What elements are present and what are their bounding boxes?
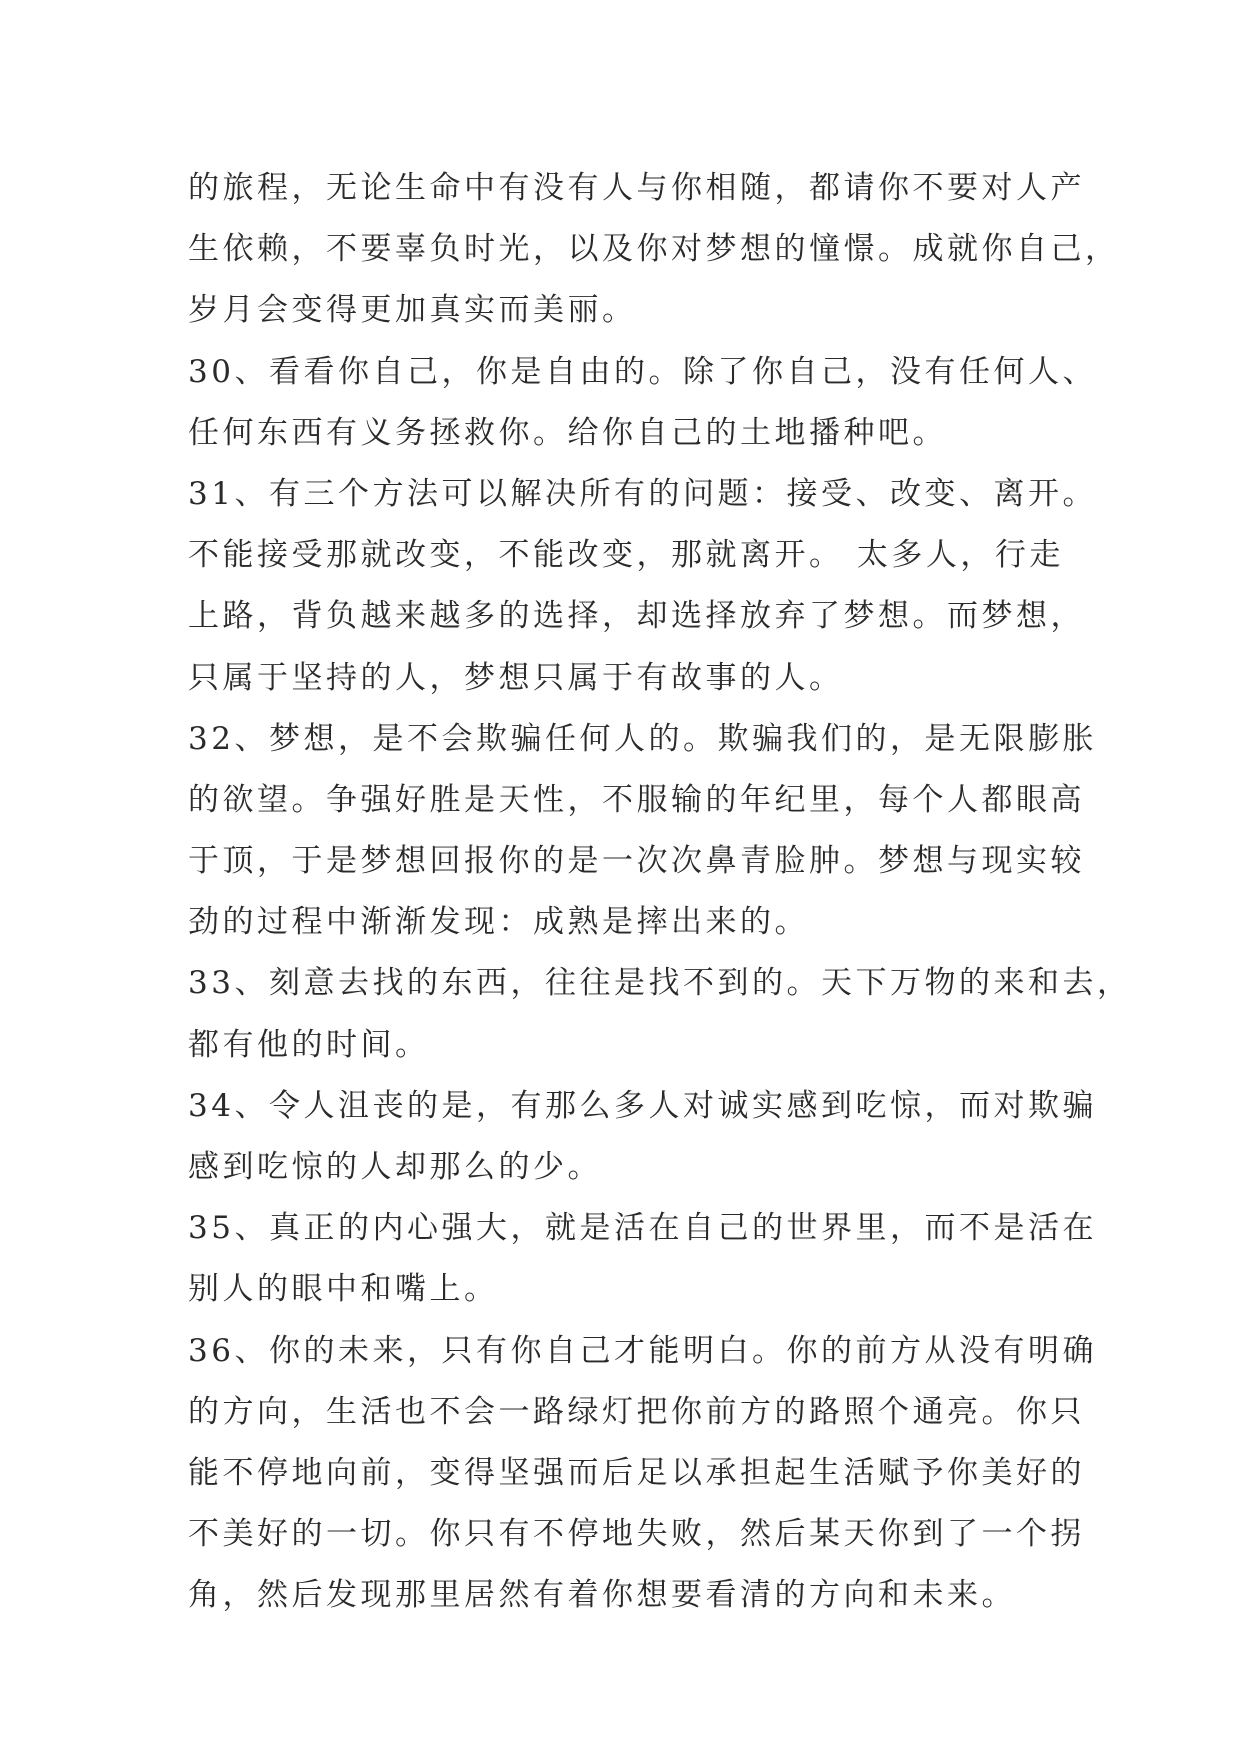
text-line: 31、有三个方法可以解决所有的问题：接受、改变、离开。 bbox=[188, 475, 1097, 512]
text-line: 35、真正的内心强大，就是活在自己的世界里，而不是活在 bbox=[188, 1210, 1097, 1247]
text-line: 于顶，于是梦想回报你的是一次次鼻青脸肿。梦想与现实较 bbox=[188, 843, 1085, 880]
text-line: 生依赖，不要辜负时光，以及你对梦想的憧憬。成就你自己， bbox=[188, 231, 1120, 268]
text-line: 都有他的时间。 bbox=[188, 1026, 430, 1063]
text-line: 任何东西有义务拯救你。给你自己的土地播种吧。 bbox=[188, 414, 947, 451]
document-body bbox=[188, 158, 1132, 1627]
text-line: 感到吃惊的人却那么的少。 bbox=[188, 1149, 602, 1185]
text-line: 岁月会变得更加真实而美丽。 bbox=[188, 292, 637, 329]
text-line: 只属于坚持的人，梦想只属于有故事的人。 bbox=[188, 659, 844, 696]
text-line: 的方向，生活也不会一路绿灯把你前方的路照个通亮。你只 bbox=[188, 1393, 1085, 1430]
text-line: 的欲望。争强好胜是天性，不服输的年纪里，每个人都眼高 bbox=[188, 781, 1085, 818]
text-line: 能不停地向前，变得坚强而后足以承担起生活赋予你美好的 bbox=[188, 1454, 1085, 1491]
text-line: 不能接受那就改变，不能改变，那就离开。 太多人，行走 bbox=[188, 537, 1064, 574]
text-line: 不美好的一切。你只有不停地失败，然后某天你到了一个拐 bbox=[188, 1516, 1085, 1553]
text-line: 角，然后发现那里居然有着你想要看清的方向和未来。 bbox=[188, 1577, 1016, 1614]
text-line: 32、梦想，是不会欺骗任何人的。欺骗我们的，是无限膨胀 bbox=[188, 720, 1097, 757]
text-line: 劲的过程中渐渐发现：成熟是摔出来的。 bbox=[188, 904, 809, 941]
text-line: 36、你的未来，只有你自己才能明白。你的前方从没有明确 bbox=[188, 1332, 1097, 1369]
text-line: 的旅程，无论生命中有没有人与你相随，都请你不要对人产 bbox=[188, 170, 1085, 206]
text-line: 上路，背负越来越多的选择，却选择放弃了梦想。而梦想， bbox=[188, 598, 1085, 635]
text-line: 34、令人沮丧的是，有那么多人对诚实感到吃惊，而对欺骗 bbox=[188, 1087, 1097, 1124]
text-line: 30、看看你自己，你是自由的。除了你自己，没有任何人、 bbox=[188, 353, 1097, 390]
text-line: 33、刻意去找的东西，往往是找不到的。天下万物的来和去， bbox=[188, 965, 1132, 1002]
text-line: 别人的眼中和嘴上。 bbox=[188, 1271, 499, 1308]
